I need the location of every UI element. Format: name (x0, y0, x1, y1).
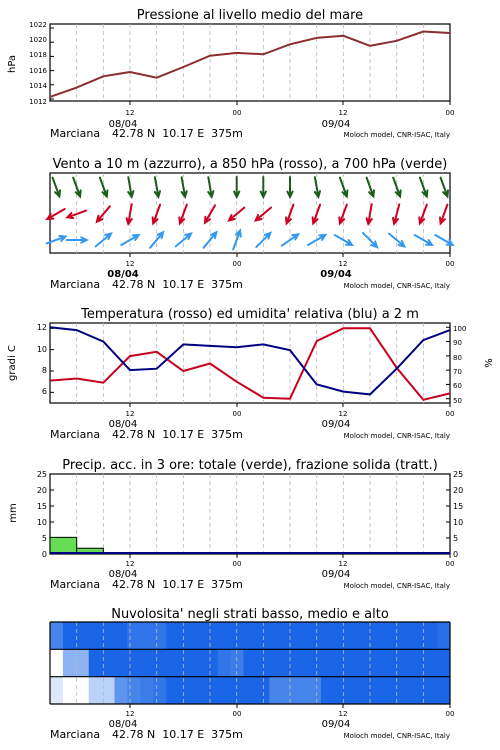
pressure-ytick: 1016 (29, 67, 47, 75)
wind-850-arrow (205, 205, 215, 222)
time-tick: 12 (338, 410, 348, 418)
cloud-cell (244, 677, 257, 704)
wind-700-arrow (234, 177, 239, 197)
model-credit: Moloch model, CNR-ISAC, Italy (343, 432, 450, 440)
cloud-cell (63, 622, 76, 649)
wind-700-arrow (128, 177, 133, 197)
coords-label: 42.78 N 10.17 E 375m (112, 728, 243, 741)
cloud-cell (411, 622, 424, 649)
pressure-ytick: 1012 (29, 98, 47, 106)
wind-frame (50, 173, 450, 253)
wind-700-arrow (182, 177, 187, 197)
date-label: 08/04 (108, 719, 138, 730)
humidity-line (50, 327, 450, 394)
wind-700-arrow (208, 177, 213, 197)
time-tick: 00 (232, 710, 242, 718)
precip-ytick: 25 (36, 470, 47, 479)
location-label: Marciana (50, 728, 101, 741)
precip-bar (50, 537, 77, 554)
wind-850-arrow (286, 205, 293, 224)
time-tick: 00 (232, 260, 242, 268)
humidity-ytick: 50 (453, 397, 462, 405)
date-label: 09/04 (321, 719, 351, 730)
precip-title: Precip. acc. in 3 ore: totale (verde), frazione solida (tratt.) (62, 458, 438, 473)
pressure-line (50, 32, 450, 97)
cloud-cell (127, 622, 140, 649)
time-tick: 12 (338, 710, 348, 718)
temperature-frame (50, 323, 450, 403)
time-tick: 00 (445, 109, 455, 117)
cloud-cell (140, 649, 153, 676)
cloud-cell (115, 649, 128, 676)
cloud-cell (76, 622, 89, 649)
cloud-cell (153, 622, 166, 649)
time-tick: 12 (338, 109, 348, 117)
temperature-ytick: 10 (36, 345, 47, 354)
cloud-cell (205, 649, 218, 676)
temperature-ytick: 12 (36, 323, 47, 332)
humidity-ylabel: % (484, 358, 495, 368)
precip-ytick: 15 (36, 502, 47, 511)
cloud-cell (231, 649, 244, 676)
cloud-cell (205, 677, 218, 704)
location-label: Marciana (50, 578, 101, 591)
precip-frame (50, 474, 450, 554)
time-tick: 12 (125, 260, 135, 268)
chart-marks (47, 24, 453, 708)
precip-ytick-right: 5 (453, 534, 459, 543)
cloud-cell (295, 677, 308, 704)
cloud-cell (424, 649, 437, 676)
date-label: 08/04 (108, 569, 138, 580)
wind-700-arrow (315, 177, 320, 197)
pressure-title: Pressione al livello medio del mare (136, 8, 364, 23)
cloud-cell (179, 649, 192, 676)
time-tick: 12 (125, 560, 135, 568)
cloud-cell (231, 622, 244, 649)
cloud-cell (127, 649, 140, 676)
coords-label: 42.78 N 10.17 E 375m (112, 428, 243, 441)
cloud-cell (50, 677, 63, 704)
wind-850-arrow (313, 205, 321, 224)
wind-850-arrow (367, 204, 372, 224)
cloud-cell (424, 677, 437, 704)
cloud-cell (244, 622, 257, 649)
cloud-cell (398, 622, 411, 649)
precip-ylabel: mm (8, 503, 19, 523)
cloud-cell (153, 649, 166, 676)
time-tick: 12 (125, 710, 135, 718)
temperature-title: Temperatura (rosso) ed umidita' relativa (blu) a 2 m (81, 307, 419, 322)
wind-850-arrow (440, 205, 447, 224)
cloud-cell (50, 649, 63, 676)
temperature-line (50, 328, 450, 400)
precip-ytick: 10 (36, 518, 47, 527)
cloud-cell (398, 677, 411, 704)
cloud-cell (437, 622, 450, 649)
cloud-cell (231, 677, 244, 704)
wind-700-arrow (261, 177, 266, 197)
humidity-ytick: 90 (453, 339, 462, 347)
cloud-cell (398, 649, 411, 676)
cloud-cell (50, 622, 63, 649)
location-label: Marciana (50, 278, 101, 291)
date-label: 08/04 (108, 419, 138, 430)
wind-850-arrow (419, 205, 427, 224)
cloud-cell (115, 677, 128, 704)
cloud-cell (282, 677, 295, 704)
cloud-cell (140, 677, 153, 704)
cloud-cell (115, 622, 128, 649)
temperature-ytick: 6 (41, 387, 47, 396)
cloud-cell (437, 649, 450, 676)
time-tick: 00 (232, 560, 242, 568)
time-tick: 00 (232, 410, 242, 418)
precip-ytick-right: 15 (453, 502, 464, 511)
cloud-cell (76, 649, 89, 676)
cloud-cell (218, 649, 231, 676)
cloud-cell (308, 649, 321, 676)
coords-label: 42.78 N 10.17 E 375m (112, 127, 243, 140)
cloud-title: Nuvolosita' negli strati basso, medio e alto (111, 607, 389, 622)
cloud-cell (89, 622, 102, 649)
cloud-cell (179, 622, 192, 649)
cloud-cell (360, 649, 373, 676)
cloud-cell (321, 622, 334, 649)
cloud-cell (63, 649, 76, 676)
date-label: 09/04 (321, 419, 351, 430)
humidity-ytick: 60 (453, 382, 462, 390)
date-label: 08/04 (108, 119, 138, 130)
cloud-cell (347, 677, 360, 704)
wind-850-arrow (127, 204, 132, 224)
humidity-ytick: 100 (453, 325, 467, 333)
cloud-cell (166, 622, 179, 649)
cloud-cell (282, 622, 295, 649)
cloud-cell (347, 622, 360, 649)
precip-ytick: 5 (41, 534, 47, 543)
coords-label: 42.78 N 10.17 E 375m (112, 278, 243, 291)
cloud-cell (269, 677, 282, 704)
temperature-ylabel: gradi C (7, 345, 18, 381)
cloud-cell (218, 622, 231, 649)
cloud-cell (192, 677, 205, 704)
cloud-cell (179, 677, 192, 704)
time-tick: 12 (338, 560, 348, 568)
cloud-cell (140, 622, 153, 649)
humidity-ytick: 80 (453, 354, 462, 362)
time-tick: 00 (445, 560, 455, 568)
cloud-cell (166, 677, 179, 704)
time-tick: 12 (125, 109, 135, 117)
wind-700-arrow (53, 178, 60, 197)
cloud-cell (321, 649, 334, 676)
cloud-cell (269, 622, 282, 649)
pressure-ytick: 1018 (29, 51, 47, 59)
temperature-ytick: 8 (41, 366, 47, 375)
precip-ytick-right: 10 (453, 518, 464, 527)
cloud-cell (63, 677, 76, 704)
cloud-cell (360, 677, 373, 704)
pressure-ytick: 1020 (29, 36, 47, 44)
wind-850-arrow (339, 205, 347, 224)
wind-850-arrow (179, 205, 187, 224)
pressure-ytick: 1014 (29, 82, 47, 90)
cloud-cell (308, 677, 321, 704)
time-tick: 12 (338, 260, 348, 268)
pressure-frame (50, 24, 450, 101)
wind-850-arrow (393, 204, 399, 223)
cloud-cell (334, 622, 347, 649)
time-tick: 00 (445, 710, 455, 718)
precip-ytick-right: 20 (453, 486, 464, 495)
date-label: 08/04 (107, 269, 139, 280)
cloud-cell (218, 677, 231, 704)
precip-ytick-right: 0 (453, 550, 459, 559)
cloud-cell (295, 622, 308, 649)
time-tick: 12 (125, 410, 135, 418)
time-tick: 00 (232, 109, 242, 117)
cloud-cell (424, 622, 437, 649)
cloud-cell (282, 649, 295, 676)
model-credit: Moloch model, CNR-ISAC, Italy (343, 582, 450, 590)
cloud-cell (334, 677, 347, 704)
time-tick: 00 (445, 410, 455, 418)
location-label: Marciana (50, 428, 101, 441)
precip-ytick-right: 25 (453, 470, 464, 479)
cloud-cell (89, 677, 102, 704)
cloud-cell (411, 649, 424, 676)
cloud-cell (308, 622, 321, 649)
cloud-cell (347, 649, 360, 676)
model-credit: Moloch model, CNR-ISAC, Italy (343, 732, 450, 740)
precip-ytick: 0 (41, 550, 47, 559)
cloud-cell (153, 677, 166, 704)
pressure-ylabel: hPa (7, 54, 18, 74)
wind-title: Vento a 10 m (azzurro), a 850 hPa (rosso), a 700 hPa (verde) (52, 157, 448, 172)
humidity-ytick: 70 (453, 368, 462, 376)
wind-700-arrow (155, 177, 160, 197)
wind-700-arrow (287, 177, 292, 197)
coords-label: 42.78 N 10.17 E 375m (112, 578, 243, 591)
cloud-cell (192, 622, 205, 649)
cloud-cell (437, 677, 450, 704)
cloud-cell (334, 649, 347, 676)
cloud-cell (373, 677, 386, 704)
time-tick: 00 (445, 260, 455, 268)
cloud-cell (360, 622, 373, 649)
cloud-cell (244, 649, 257, 676)
wind-700-arrow (441, 178, 448, 197)
cloud-cell (166, 649, 179, 676)
cloud-cell (127, 677, 140, 704)
cloud-cell (89, 649, 102, 676)
cloud-cell (205, 622, 218, 649)
cloud-cell (321, 677, 334, 704)
cloud-cell (76, 677, 89, 704)
date-label: 09/04 (321, 119, 351, 130)
cloud-cell (192, 649, 205, 676)
cloud-cell (373, 649, 386, 676)
location-label: Marciana (50, 127, 101, 140)
cloud-cell (295, 649, 308, 676)
date-label: 09/04 (320, 269, 352, 280)
cloud-cell (411, 677, 424, 704)
model-credit: Moloch model, CNR-ISAC, Italy (343, 282, 450, 290)
wind-850-arrow (153, 205, 161, 224)
model-credit: Moloch model, CNR-ISAC, Italy (343, 131, 450, 139)
cloud-cell (269, 649, 282, 676)
pressure-ytick: 1022 (29, 21, 47, 29)
precip-ytick: 20 (36, 486, 47, 495)
date-label: 09/04 (321, 569, 351, 580)
cloud-cell (373, 622, 386, 649)
